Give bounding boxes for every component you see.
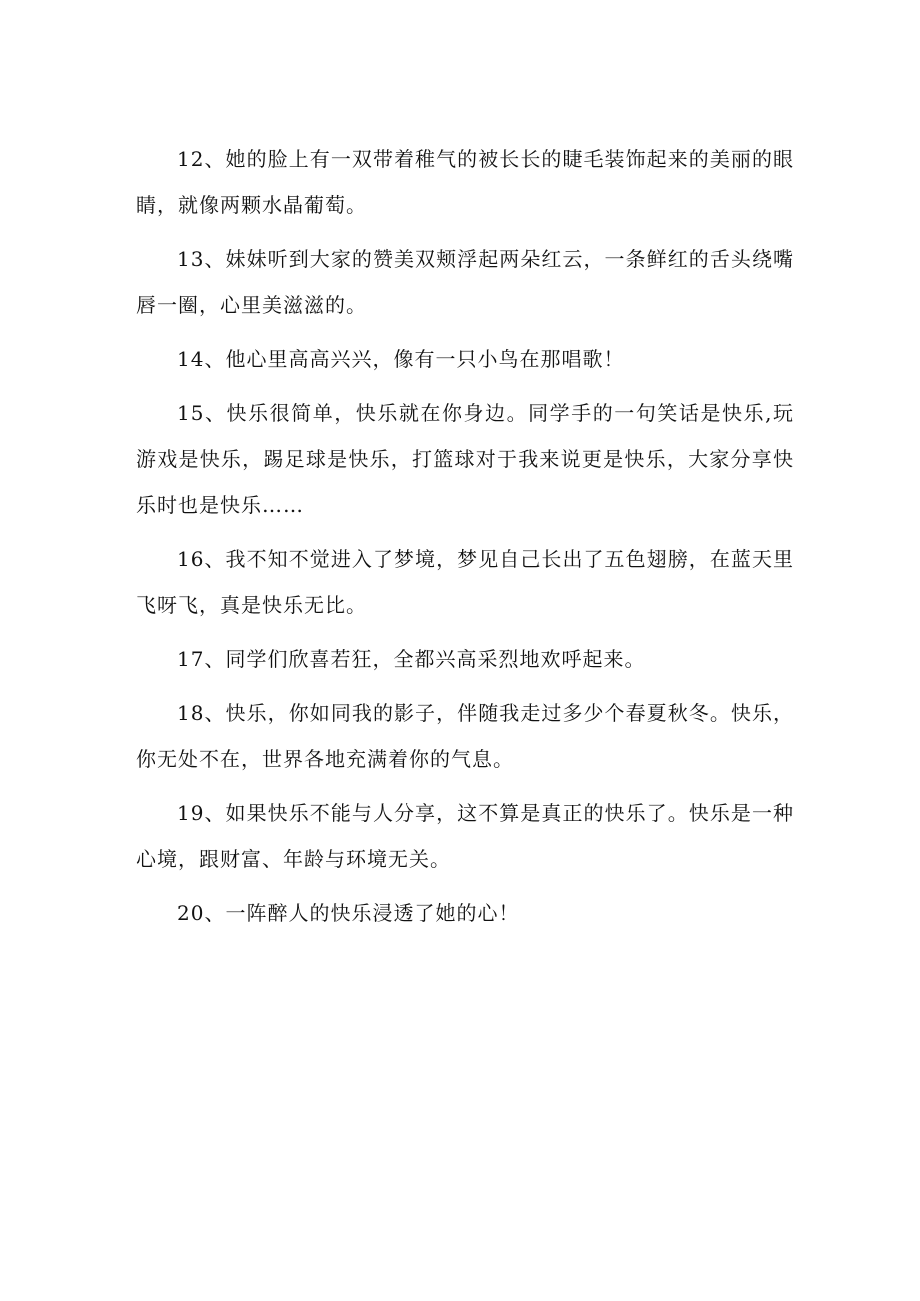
paragraph-17: 17、同学们欣喜若狂，全都兴高采烈地欢呼起来。 (177, 647, 646, 671)
paragraph-18: 18、快乐，你如同我的影子，伴随我走过多少个春夏秋冬。快乐，你无处不在，世界各地充满着你的气息。 (136, 701, 794, 771)
paragraph-19: 19、如果快乐不能与人分享，这不算是真正的快乐了。快乐是一种心境，跟财富、年龄与环境无关。 (136, 801, 794, 871)
paragraph-14: 14、他心里高高兴兴，像有一只小鸟在那唱歌！ (177, 347, 625, 371)
document-body (136, 136, 794, 944)
paragraph-20: 20、一阵醉人的快乐浸透了她的心！ (177, 901, 520, 925)
paragraph-16: 16、我不知不觉进入了梦境，梦见自己长出了五色翅膀，在蓝天里飞呀飞，真是快乐无比。 (136, 547, 794, 617)
paragraph-13: 13、妹妹听到大家的赞美双颊浮起两朵红云，一条鲜红的舌头绕嘴唇一圈，心里美滋滋的。 (136, 247, 794, 317)
paragraph-15: 15、快乐很简单，快乐就在你身边。同学手的一句笑话是快乐,玩游戏是快乐，踢足球是快乐，打篮球对于我来说更是快乐，大家分享快乐时也是快乐…… (136, 401, 794, 517)
paragraph-12: 12、她的脸上有一双带着稚气的被长长的睫毛装饰起来的美丽的眼睛，就像两颗水晶葡萄。 (136, 147, 794, 217)
